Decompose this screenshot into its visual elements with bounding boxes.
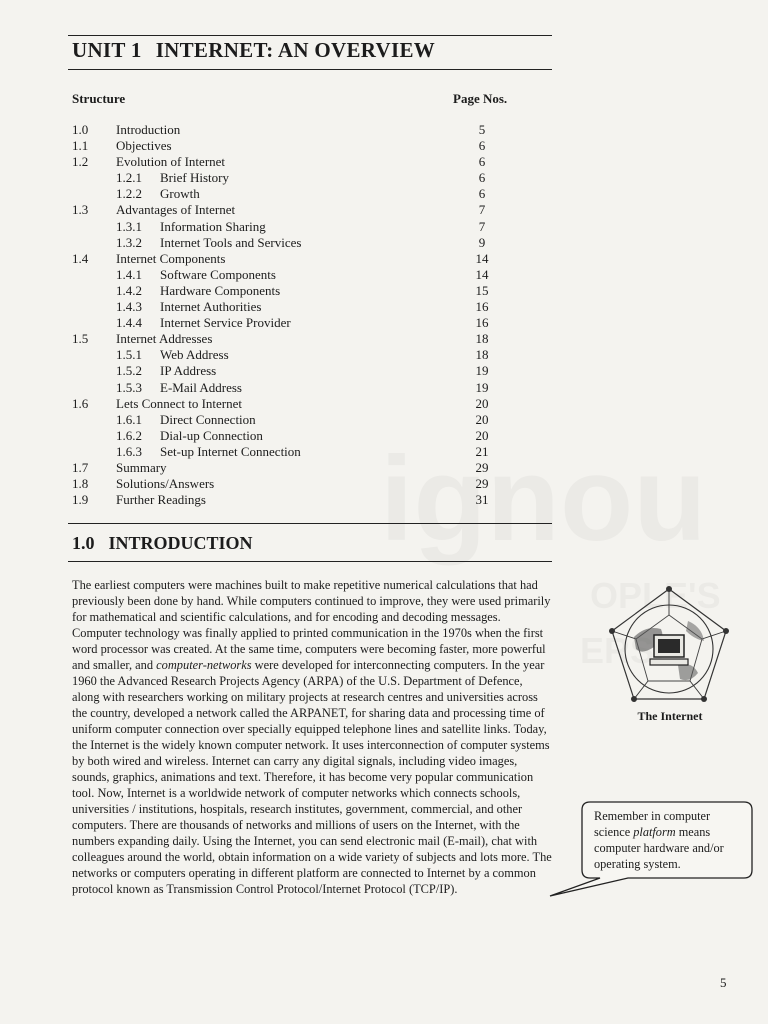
callout-note <box>594 808 744 872</box>
toc-number: 1.3.1 <box>116 218 142 234</box>
toc-page-number: 29 <box>475 476 489 492</box>
section-number: 1.0 <box>72 533 95 553</box>
toc-number: 1.9 <box>72 492 89 508</box>
toc-page-number: 29 <box>475 459 489 475</box>
section-rule-bottom <box>68 561 552 562</box>
toc-page-number: 20 <box>475 395 489 411</box>
toc-row <box>72 251 512 267</box>
toc-page-number: 6 <box>478 154 486 170</box>
toc-title: Further Readings <box>116 492 206 508</box>
toc-title: Growth <box>160 186 200 202</box>
toc-title: Internet Components <box>116 250 226 266</box>
toc-page-number: 14 <box>475 266 489 282</box>
toc-row <box>72 444 512 460</box>
toc-title: E-Mail Address <box>160 379 242 395</box>
toc-title: Introduction <box>116 122 181 137</box>
toc-page-number: 20 <box>475 411 489 427</box>
toc-title: Hardware Components <box>160 282 281 298</box>
figure-caption: The Internet <box>637 709 703 723</box>
toc-page-number: 7 <box>478 218 486 234</box>
toc-row <box>72 347 512 363</box>
header-rule-top <box>68 35 552 36</box>
toc-row <box>72 170 512 186</box>
toc-title: Internet Addresses <box>116 331 213 347</box>
toc-row <box>72 363 512 379</box>
toc-title: Brief History <box>160 170 229 186</box>
toc-row <box>72 492 512 508</box>
toc-page-number: 9 <box>478 234 486 250</box>
toc-number: 1.4.1 <box>116 266 142 282</box>
toc-number: 1.1 <box>72 138 89 154</box>
toc-row <box>72 476 512 492</box>
toc-number: 1.2 <box>72 154 89 170</box>
unit-title <box>72 38 552 63</box>
toc-page-number: 18 <box>475 347 489 363</box>
toc-page-number: 6 <box>478 186 486 202</box>
toc-row <box>72 138 512 154</box>
toc-number: 1.6.1 <box>116 411 142 427</box>
unit-label: UNIT 1 <box>72 38 142 62</box>
toc-row <box>72 460 512 476</box>
toc-title: Internet Service Provider <box>160 315 291 331</box>
toc-row <box>72 331 512 347</box>
toc-number: 1.3 <box>72 202 89 218</box>
callout-italic-term: platform <box>633 825 676 839</box>
toc-row <box>72 315 512 331</box>
section-title-text: INTRODUCTION <box>108 533 253 553</box>
toc-number: 1.8 <box>72 476 89 492</box>
toc-page-number: 6 <box>478 138 486 154</box>
toc-page-number: 16 <box>475 315 489 331</box>
intro-italic-term: computer-networks <box>156 658 252 672</box>
toc-page-number: 18 <box>475 331 489 347</box>
toc-number: 1.6 <box>72 395 89 411</box>
toc-title: Direct Connection <box>160 411 256 427</box>
toc-row <box>72 235 512 251</box>
toc-number: 1.5.3 <box>116 379 142 395</box>
toc-row <box>72 283 512 299</box>
toc-title: Information Sharing <box>160 218 266 234</box>
toc-page-number: 6 <box>478 170 486 186</box>
section-title <box>72 533 253 554</box>
toc-title: Objectives <box>116 138 172 154</box>
intro-text-2: were developed for interconnecting computers. In the year 1960 the Advanced Research Projects Agency (ARPA) of the U.S. Department of Defence, along with researchers working on military projects at research centres and universities across the country, developed a network called the ARPANET, for sharing data and processing time of uniform computer connection over specially equipped telephone lines and satellite links. Today, the Internet is the widely known computer network. It uses interconnection of computer systems by both wired and wireless. Internet can carry any digital signals, including video images, sounds, graphics, animations and text. Therefore, it has become very popular communication tool. Now, Internet is a worldwide network of computer networks which connects schools, universities / institutions, hospitals, research institutes, government, commercial, and other computers. There are thousands of networks and millions of users on the Internet, with the numbers expanding daily. Using the Internet, you can send electronic mail (E-mail), chat with colleagues around the world, obtain information on a wide variety of subjects and lots more. The networks or computers operating in different platform are connected to Internet by a common protocol known as Transmission Control Protocol/Internet Protocol (TCP/IP). <box>72 658 552 896</box>
toc-number: 1.6.2 <box>116 427 142 443</box>
toc-title: Software Components <box>160 266 276 282</box>
toc-number: 1.7 <box>72 459 89 475</box>
toc-title: Set-up Internet Connection <box>160 443 301 459</box>
toc-number: 1.4.2 <box>116 282 142 298</box>
unit-title-text: INTERNET: AN OVERVIEW <box>155 38 436 62</box>
toc-title: Evolution of Internet <box>116 154 226 170</box>
toc-title: Advantages of Internet <box>116 202 236 218</box>
toc-page-number: 15 <box>475 282 489 298</box>
toc-title: IP Address <box>160 363 217 379</box>
toc-page-number: 7 <box>478 202 486 218</box>
header-rule-bottom <box>68 69 552 70</box>
toc-row <box>72 428 512 444</box>
toc-number: 1.4 <box>72 250 89 266</box>
callout-text-2: means computer hardware and/or operating system. <box>594 825 724 871</box>
page-number: 5 <box>720 975 727 990</box>
toc-page-number: 21 <box>475 443 489 459</box>
toc-row <box>72 122 512 138</box>
toc-title: Summary <box>116 459 167 475</box>
toc-page-number: 5 <box>478 122 486 137</box>
toc-page-number: 19 <box>475 379 489 395</box>
toc-title: Internet Authorities <box>160 299 262 315</box>
toc-row <box>72 412 512 428</box>
toc-number: 1.5.1 <box>116 347 142 363</box>
intro-text-1: The earliest computers were machines built to make repetitive numerical calculations that had previously been done by hand. While computers continued to improve, they were used primarily for mathematical and scientific calculations, and for encoding and decoding messages. Computer technology was finally applied to printed communication in the 1970s when the first word processor was created. At the same time, computers were becoming faster, more powerful and smaller, and <box>72 578 551 672</box>
toc-row <box>72 154 512 170</box>
toc-number: 1.6.3 <box>116 443 142 459</box>
internet-globe-icon <box>606 585 732 715</box>
toc-number: 1.2.1 <box>116 170 142 186</box>
toc-row <box>72 219 512 235</box>
toc-title: Dial-up Connection <box>160 427 263 443</box>
toc-row <box>72 186 512 202</box>
page-nos-heading: Page Nos. <box>453 91 508 106</box>
toc-row <box>72 299 512 315</box>
section-rule-top <box>68 523 552 524</box>
toc-title: Solutions/Answers <box>116 476 215 492</box>
toc-title: Web Address <box>160 347 229 363</box>
toc-page-number: 14 <box>475 250 489 266</box>
structure-heading: Structure <box>72 91 126 106</box>
toc-row <box>72 380 512 396</box>
toc-row <box>72 267 512 283</box>
toc-page-number: 31 <box>475 492 489 508</box>
toc-page-number: 16 <box>475 299 489 315</box>
toc-row <box>72 396 512 412</box>
toc-number: 1.4.3 <box>116 299 142 315</box>
toc-number: 1.4.4 <box>116 315 142 331</box>
toc-page-number: 20 <box>475 427 489 443</box>
toc-number: 1.3.2 <box>116 234 142 250</box>
toc-number: 1.0 <box>72 122 89 137</box>
table-of-contents <box>72 122 512 508</box>
toc-number: 1.2.2 <box>116 186 142 202</box>
intro-paragraph <box>72 577 552 897</box>
toc-number: 1.5.2 <box>116 363 142 379</box>
toc-title: Internet Tools and Services <box>160 234 302 250</box>
toc-row <box>72 202 512 218</box>
toc-number: 1.5 <box>72 331 89 347</box>
toc-title: Lets Connect to Internet <box>116 395 242 411</box>
toc-page-number: 19 <box>475 363 489 379</box>
callout-text-1: Remember in computer science <box>594 809 711 839</box>
